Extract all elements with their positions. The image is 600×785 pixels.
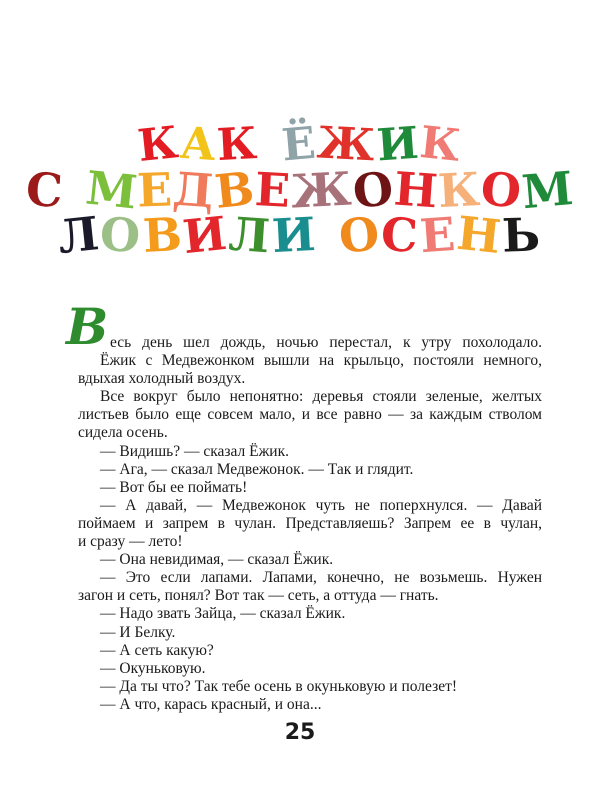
- text-line: — А что, карась красный, и она...: [100, 695, 322, 713]
- title-letter: Е: [136, 162, 175, 218]
- chapter-title-line-3: [0, 205, 600, 265]
- text-line: — Ага, — сказал Медвежонок. — Так и глядит.: [100, 460, 414, 478]
- title-letter: М: [82, 160, 141, 220]
- text-line: — Она невидимая, — сказал Ёжик.: [100, 551, 334, 569]
- title-letter: И: [270, 206, 319, 264]
- title-letter: С: [24, 162, 65, 218]
- page-number: 25: [284, 720, 316, 745]
- text-line: — Надо звать Зайца, — сказал Ёжик.: [100, 605, 346, 623]
- text-line: — А сеть какую?: [100, 641, 214, 659]
- title-letter: И: [180, 205, 232, 265]
- text-line: — Это если лапами. Лапами, конечно, не возьмешь. Нужен: [100, 569, 542, 587]
- title-letter: В: [212, 161, 258, 219]
- text-line: Ёжик с Медвежонком вышли на крыльцо, постояли немного,: [100, 352, 542, 370]
- title-letter: Л: [227, 206, 274, 264]
- title-letter: Д: [171, 161, 218, 219]
- text-line: загон и сеть, понял? Вот так — сеть, а оттуда — гнать.: [78, 587, 439, 605]
- title-letter: О: [349, 161, 397, 219]
- title-letter: С: [379, 207, 422, 263]
- text-line: — И Белку.: [100, 623, 176, 641]
- text-line: листьев было еще совсем мало, и все равно — за каждым стволом: [78, 406, 542, 424]
- title-letter: К: [436, 161, 483, 219]
- title-letter: Ё: [279, 117, 320, 172]
- text-line: Все вокруг было непонятно: деревья стояли зеленые, желтых: [100, 388, 542, 406]
- title-letter: Ж: [289, 161, 355, 219]
- text-line: — Окуньковую.: [100, 659, 206, 677]
- story-text: [78, 334, 542, 714]
- title-letter: О: [336, 206, 384, 264]
- title-letter: Е: [253, 162, 293, 218]
- text-line: — Видишь? — сказал Ёжик.: [100, 442, 290, 460]
- title-letter: В: [141, 206, 185, 264]
- title-letter: Н: [454, 205, 505, 265]
- title-letter: Ь: [501, 207, 544, 263]
- text-line: — А давай, — Медвежонок чуть не поперхнулся. — Давай: [100, 496, 542, 514]
- title-letter: Л: [55, 205, 104, 265]
- text-line: — Да ты что? Так тебе осень в окуньковую и полезет!: [100, 677, 458, 695]
- text-line: и сразу — лето!: [78, 533, 183, 551]
- title-letter: О: [478, 161, 525, 219]
- title-letter: К: [134, 116, 183, 173]
- text-line: вдыхая холодный воздух.: [78, 370, 246, 388]
- title-letter: М: [519, 160, 577, 220]
- title-letter: А: [177, 117, 220, 172]
- title-letter: Е: [417, 206, 459, 264]
- text-line: есь день шел дождь, ночью перестал, к утру похолодало.: [110, 334, 542, 351]
- title-letter: Ж: [315, 117, 379, 172]
- text-line: поймаем и запрем в чулан. Представляешь? Запрем ее в чулан,: [78, 514, 542, 532]
- title-letter: К: [216, 117, 261, 172]
- title-letter: К: [417, 116, 465, 173]
- drop-cap: В: [66, 297, 109, 356]
- title-letter: И: [375, 117, 423, 172]
- title-letter: Н: [391, 161, 441, 219]
- text-line: сидела осень.: [78, 424, 168, 442]
- text-line: — Вот бы ее поймать!: [100, 478, 248, 496]
- title-letter: О: [99, 206, 144, 264]
